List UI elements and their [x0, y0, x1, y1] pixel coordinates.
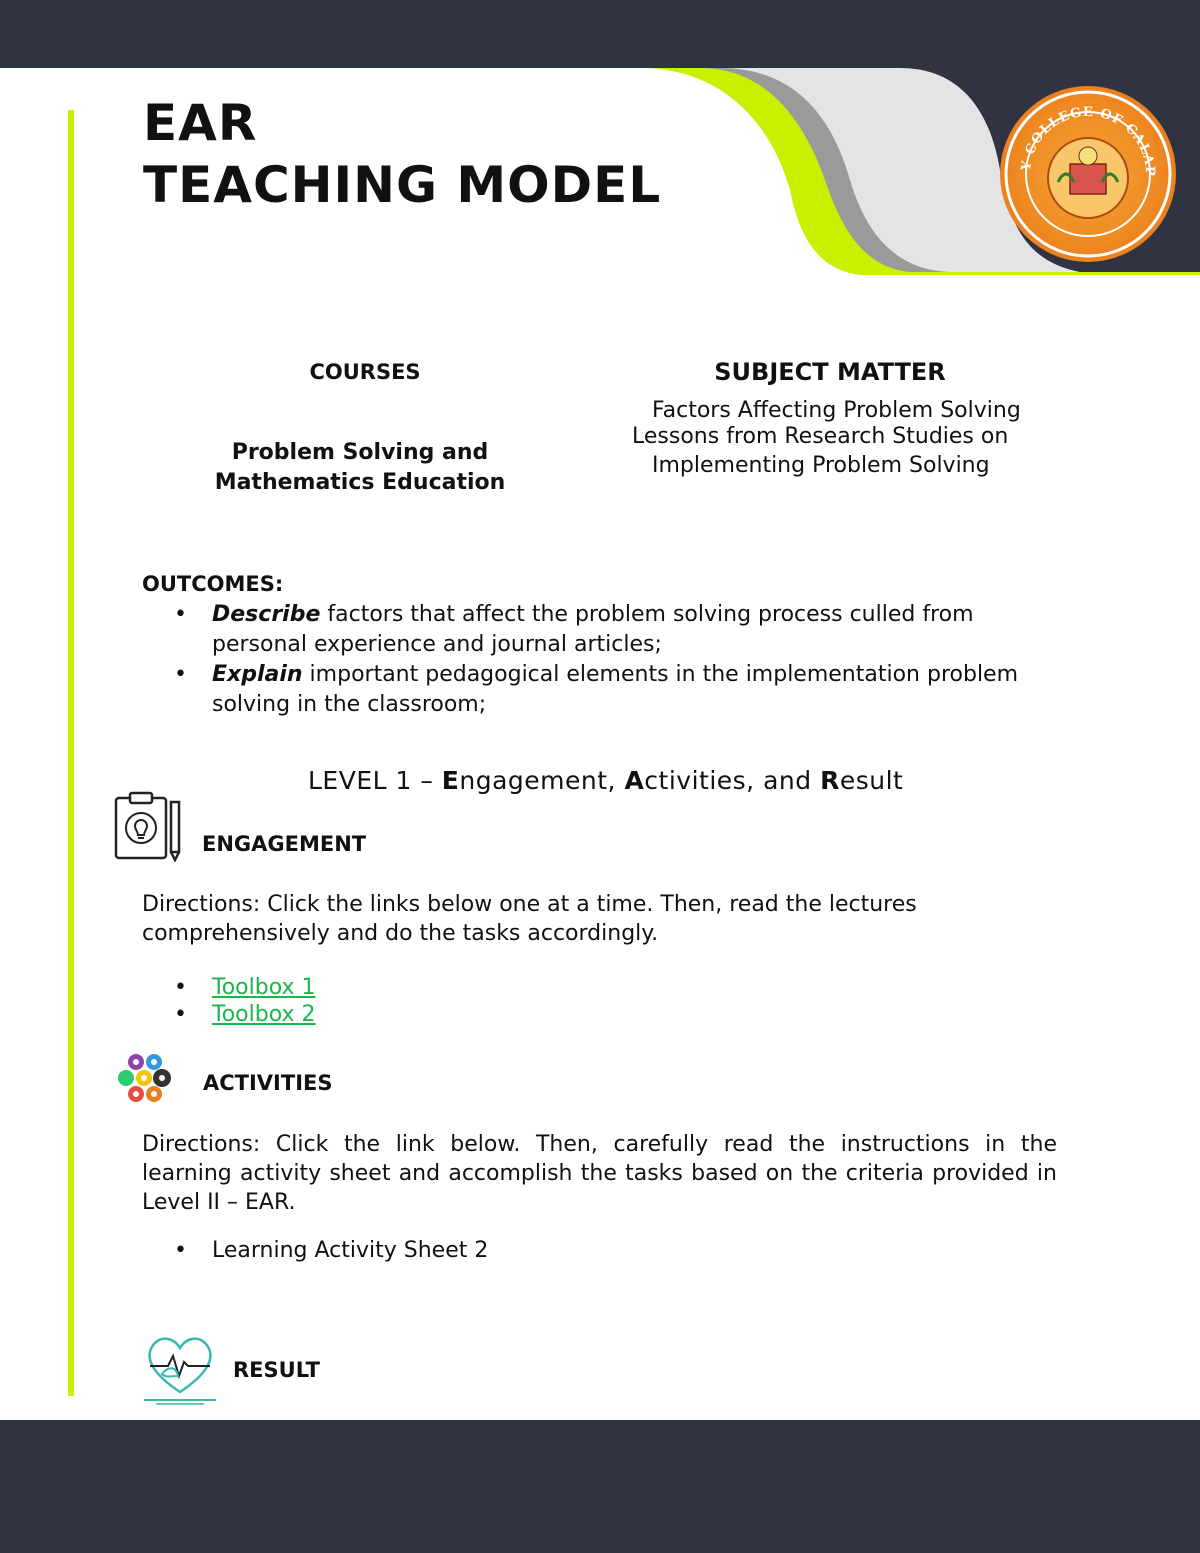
level-e-letter: E — [441, 766, 460, 795]
clipboard-lightbulb-icon — [110, 790, 186, 866]
toolbox-2-link[interactable]: Toolbox 2 — [212, 1002, 316, 1027]
list-item: • Learning Activity Sheet 2 — [142, 1238, 488, 1263]
subject-topic: Implementing Problem Solving — [652, 453, 990, 478]
level-e-rest: ngagement, — [459, 766, 625, 795]
list-item — [142, 974, 316, 1001]
engagement-directions: Directions: Click the links below one at a time. Then, read the lectures comprehensively and do the tasks accordingly. — [142, 892, 917, 946]
level-r-rest: esult — [839, 766, 904, 795]
title-line-1: EAR — [143, 94, 258, 152]
engagement-heading: ENGAGEMENT — [202, 832, 367, 856]
footer-band — [0, 1420, 1200, 1553]
subject-topic: Lessons from Research Studies on — [632, 424, 1009, 449]
left-accent-bar — [68, 110, 74, 1396]
list-item — [142, 1001, 316, 1028]
course-name — [180, 438, 540, 498]
subject-matter-heading: SUBJECT MATTER — [714, 358, 946, 386]
course-name-line-2: Mathematics Education — [214, 470, 506, 495]
courses-heading: COURSES — [309, 360, 421, 384]
outcome-text: important pedagogical elements in the implementation problem solving in the classroom; — [212, 662, 1019, 717]
level-a-letter: A — [624, 766, 645, 795]
page-title — [143, 92, 661, 216]
level-r-letter: R — [820, 766, 840, 795]
activities-directions: Directions: Click the link below. Then, carefully read the instructions in the learning activity sheet and accomplish the tasks based on the criteria provided in Level II – EAR. — [142, 1132, 1057, 1215]
outcome-item — [142, 660, 1062, 720]
level-heading — [308, 766, 903, 795]
outcomes-heading: OUTCOMES: — [142, 572, 284, 596]
result-heading: RESULT — [233, 1358, 320, 1382]
level-prefix: LEVEL 1 – — [308, 766, 442, 795]
subject-matter-topics — [612, 396, 1072, 480]
heart-pulse-icon — [140, 1326, 220, 1410]
activities-list — [142, 1238, 488, 1263]
outcomes-list — [142, 600, 1062, 720]
engagement-links — [142, 974, 316, 1028]
toolbox-1-link[interactable]: Toolbox 1 — [212, 975, 316, 1000]
subject-topic: Factors Affecting Problem Solving — [652, 398, 1021, 423]
svg-text:CITY COLLEGE OF CALAPAN: Y COLLEGE OF CALAP — [1018, 104, 1158, 177]
college-seal-logo — [1000, 86, 1176, 262]
outcome-item — [142, 600, 1062, 660]
title-line-2: TEACHING MODEL — [143, 156, 662, 214]
level-a-rest: ctivities, and — [644, 766, 821, 795]
outcome-verb: Explain — [212, 662, 303, 687]
outcome-text: factors that affect the problem solving process culled from personal experience and journal articles; — [212, 602, 974, 657]
course-name-line-1: Problem Solving and — [231, 440, 489, 465]
activities-heading: ACTIVITIES — [203, 1071, 333, 1095]
colorful-gears-icon — [118, 1052, 178, 1112]
outcome-verb: Describe — [212, 602, 321, 627]
